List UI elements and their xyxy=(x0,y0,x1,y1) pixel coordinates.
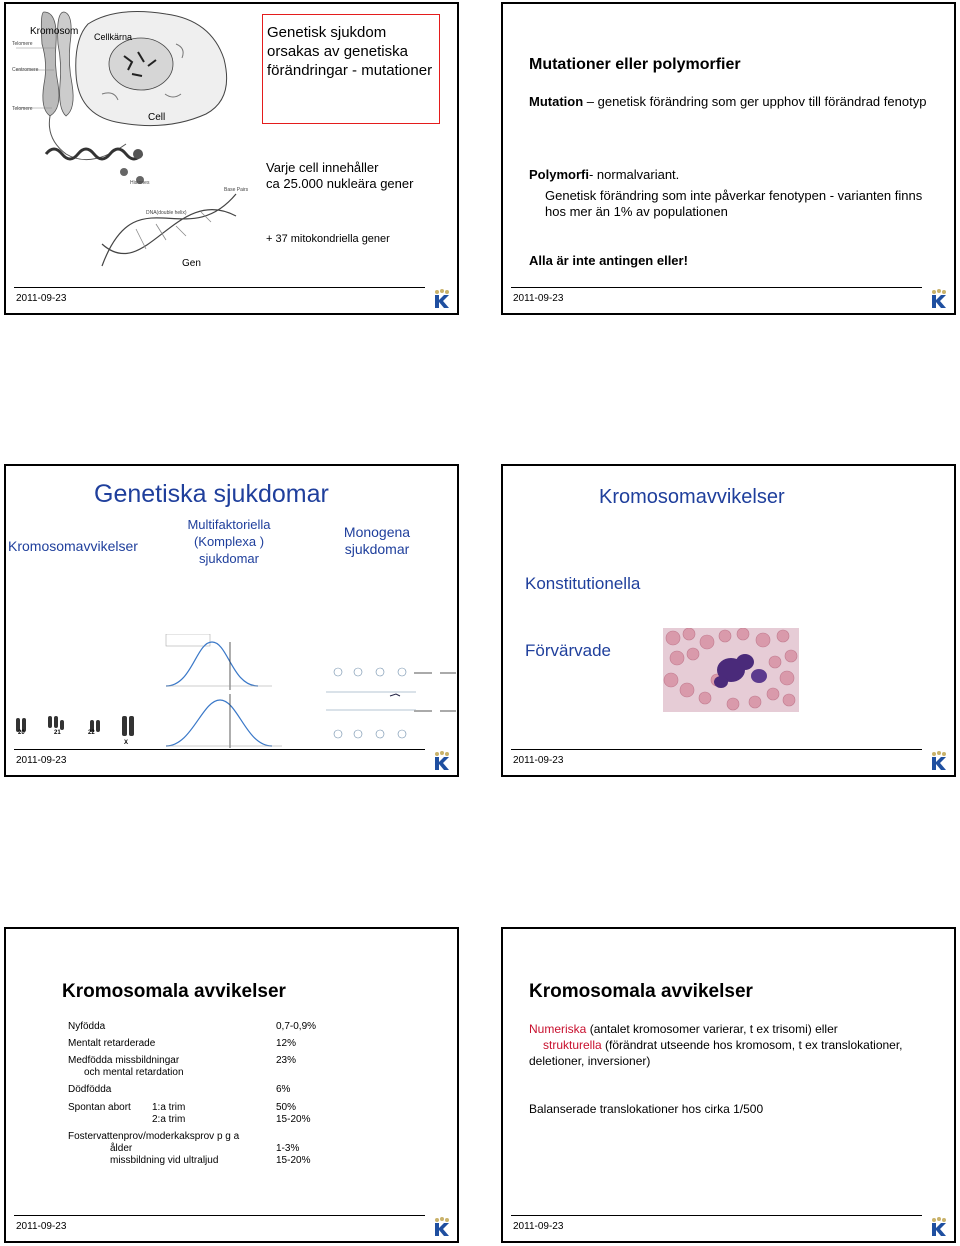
footer-date: 2011-09-23 xyxy=(16,293,67,304)
slide-chromosomal-aberrations-types xyxy=(501,464,956,777)
mutation-definition xyxy=(529,94,929,110)
numeric-structural-paragraph xyxy=(529,1021,919,1069)
item-constitutional: Konstitutionella xyxy=(525,574,641,593)
label-gen: Gen xyxy=(182,258,201,269)
label-base-pairs: Base Pairs xyxy=(224,187,249,193)
karyotype-label-21: 21 xyxy=(54,730,61,736)
karolinska-logo-icon xyxy=(431,751,453,771)
numeriska-desc: (antalet kromosomer varierar, t ex trisomi) eller xyxy=(586,1022,838,1036)
row-value-medfodda: 23% xyxy=(276,1055,297,1066)
row-label-medfodda: Medfödda missbildningar xyxy=(68,1055,180,1066)
slide-footer xyxy=(6,1215,457,1241)
liability-threshold-curves xyxy=(162,634,302,752)
row-label-spontan-abort: Spontan abort xyxy=(68,1102,131,1113)
karyotype-label-20: 20 xyxy=(18,730,25,736)
term-numeriska: Numeriska xyxy=(529,1022,587,1036)
chromatin-coil-drawing xyxy=(46,149,144,184)
row-label-medfodda-cont: och mental retardation xyxy=(84,1067,184,1078)
slide5-title: Kromosomala avvikelser xyxy=(62,981,286,1002)
blood-smear-micrograph xyxy=(663,628,799,712)
polymorphism-definition xyxy=(529,167,679,183)
slide2-title: Mutationer eller polymorfier xyxy=(529,56,741,73)
slide4-title: Kromosomavvikelser xyxy=(599,486,785,508)
karolinska-logo-icon xyxy=(928,289,950,309)
slide6-title: Kromosomala avvikelser xyxy=(529,981,753,1002)
label-histones: Histones xyxy=(130,180,150,186)
row-label-1a-trim: 1:a trim xyxy=(152,1102,186,1113)
polymorphism-detail: Genetisk förändring som inte påverkar fenotypen - varianten finns hos mer än 1% av populationen xyxy=(545,188,923,219)
footer-rule xyxy=(511,287,922,288)
slide-footer xyxy=(503,287,954,313)
row-label-fostervattenprov: Fostervattenprov/moderkaksprov p g a xyxy=(68,1131,240,1142)
label-centromere: Centromere xyxy=(12,67,39,73)
pedigree-diagram xyxy=(306,662,458,756)
footer-rule xyxy=(14,1215,425,1216)
footer-date: 2011-09-23 xyxy=(16,755,67,766)
category-chromosomal: Kromosomavvikelser xyxy=(8,538,138,554)
footer-rule xyxy=(511,749,922,750)
slide-footer xyxy=(503,749,954,775)
label-telomere-top: Telomere xyxy=(12,41,33,47)
label-cellkarna: Cellkärna xyxy=(94,32,133,42)
footer-rule xyxy=(511,1215,922,1216)
slide-genetic-diseases xyxy=(4,464,459,777)
footer-date: 2011-09-23 xyxy=(16,1221,67,1232)
row-value-1a-trim: 50% xyxy=(276,1102,297,1113)
strukturella-desc: (förändrat utseende hos kromosom, t ex translokationer, deletioner, inversioner) xyxy=(529,1038,903,1068)
slide1-title: Genetisk sjukdom orsakas av genetiska förändringar - mutationer xyxy=(267,24,433,79)
row-label-2a-trim: 2:a trim xyxy=(152,1114,186,1125)
karolinska-logo-icon xyxy=(431,289,453,309)
slide-mutations-polymorphisms xyxy=(501,2,956,315)
footer-rule xyxy=(14,749,425,750)
karyotype-label-22: 22 xyxy=(88,730,95,736)
category-monogenic: Monogena sjukdomar xyxy=(343,524,411,557)
label-cell: Cell xyxy=(148,112,166,123)
footer-date: 2011-09-23 xyxy=(513,755,564,766)
row-value-mentalt: 12% xyxy=(276,1038,297,1049)
slide-chromosomal-aberrations-frequency xyxy=(4,927,459,1243)
term-strukturella: strukturella xyxy=(543,1038,602,1052)
row-label-alder: ålder xyxy=(110,1143,133,1154)
conclusion-text: Alla är inte antingen eller! xyxy=(529,253,688,268)
slide3-title: Genetiska sjukdomar xyxy=(94,480,329,508)
mutation-term: Mutation xyxy=(529,94,584,109)
balanced-translocation-text: Balanserade translokationer hos cirka 1/500 xyxy=(529,1102,764,1116)
slide-genetic-disease-intro xyxy=(4,2,459,315)
karyotype-label-x: X xyxy=(124,740,129,746)
poly-term: Polymorfi xyxy=(529,167,589,182)
row-value-alder: 1-3% xyxy=(276,1143,300,1154)
footer-rule xyxy=(14,287,425,288)
category-multifactorial: Multifaktoriella (Komplexa ) sjukdomar xyxy=(187,517,271,566)
label-telomere-bottom: Telomere xyxy=(12,106,33,112)
slide-footer xyxy=(6,749,457,775)
karolinska-logo-icon xyxy=(431,1217,453,1237)
karolinska-logo-icon xyxy=(928,1217,950,1237)
label-kromosom: Kromosom xyxy=(30,26,79,37)
label-dna: DNA(double helix) xyxy=(146,210,187,216)
row-value-missbildning: 15-20% xyxy=(276,1155,311,1166)
row-value-dodfodda: 6% xyxy=(276,1084,291,1095)
gene-count-line2: ca 25.000 nukleära gener xyxy=(266,176,414,191)
gene-count-line1: Varje cell innehåller xyxy=(266,160,379,175)
chromosome-cell-dna-illustration xyxy=(6,4,256,279)
mito-gene-line: + 37 mitokondriella gener xyxy=(266,233,390,245)
row-value-2a-trim: 15-20% xyxy=(276,1114,311,1125)
cell-drawing xyxy=(76,12,227,126)
title-box xyxy=(262,14,440,124)
row-label-mentalt: Mentalt retarderade xyxy=(68,1038,156,1049)
row-label-missbildning: missbildning vid ultraljud xyxy=(110,1155,219,1166)
footer-date: 2011-09-23 xyxy=(513,293,564,304)
row-label-nyfodda: Nyfödda xyxy=(68,1021,106,1032)
row-label-dodfodda: Dödfödda xyxy=(68,1084,112,1095)
item-acquired: Förvärvade xyxy=(525,641,611,660)
mutation-def-text: – genetisk förändring som ger upphov till förändrad fenotyp xyxy=(583,94,927,109)
slide-chromosomal-aberrations-classes xyxy=(501,927,956,1243)
footer-date: 2011-09-23 xyxy=(513,1221,564,1232)
poly-def-text: - normalvariant. xyxy=(588,167,680,182)
slide-footer xyxy=(503,1215,954,1241)
karolinska-logo-icon xyxy=(928,751,950,771)
dna-helix-drawing xyxy=(102,194,236,266)
row-value-nyfodda: 0,7-0,9% xyxy=(276,1021,317,1032)
slide-footer xyxy=(6,287,457,313)
